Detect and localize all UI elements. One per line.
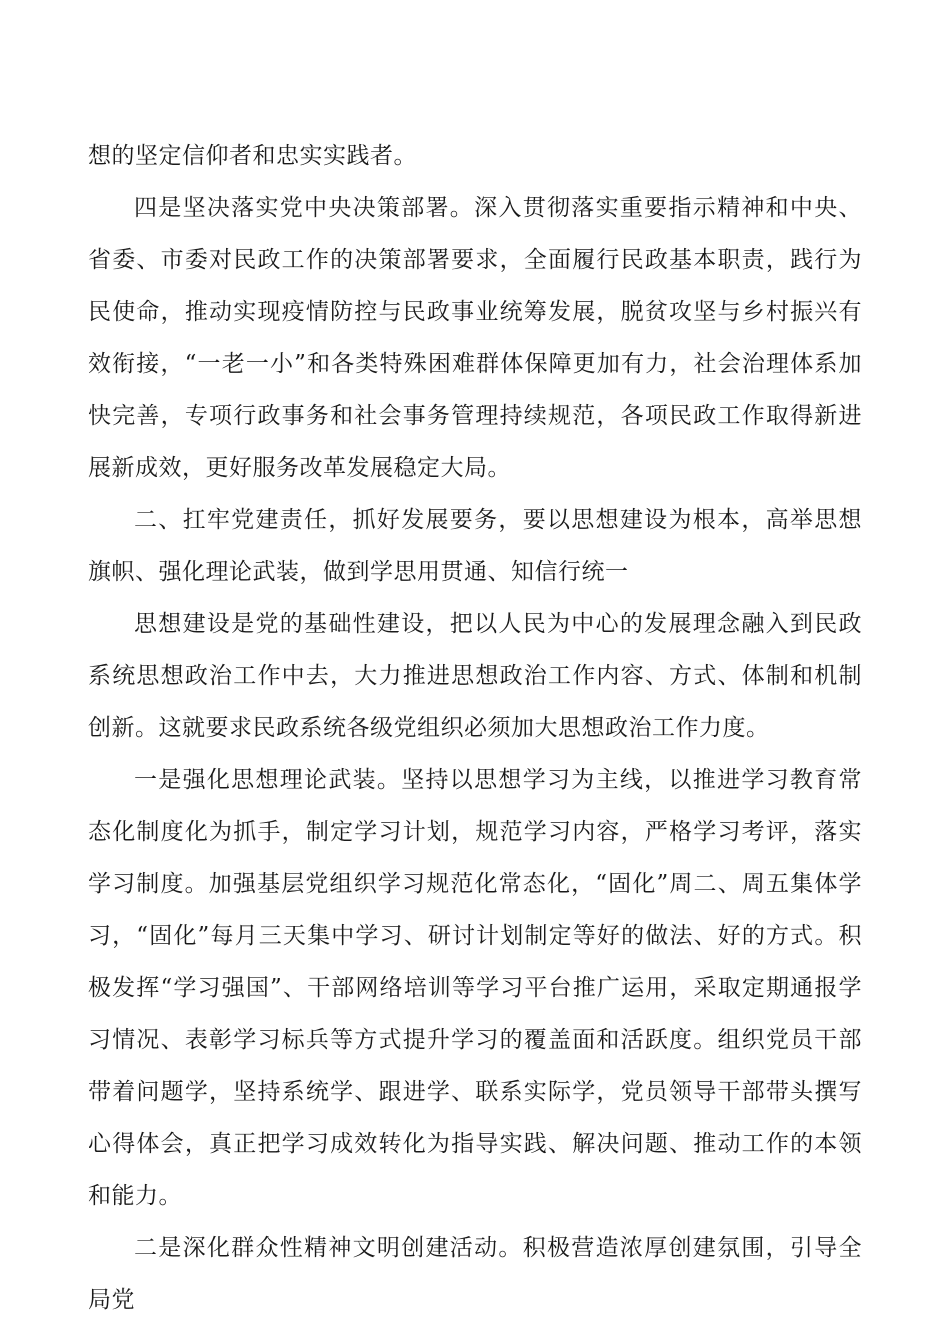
paragraph-3: 思想建设是党的基础性建设，把以人民为中心的发展理念融入到民政系统思想政治工作中去，大力推进思想政治工作内容、方式、体制和机制创新。这就要求民政系统各级党组织必须加大思想政治工作力度。 (88, 611, 862, 741)
paragraph-5: 二是深化群众性精神文明创建活动。积极营造浓厚创建氛围，引导全局党 (88, 1235, 862, 1313)
document-body (88, 130, 862, 1326)
paragraph-4: 一是强化思想理论武装。坚持以思想学习为主线，以推进学习教育常态化制度化为抓手，制定学习计划，规范学习内容，严格学习考评，落实学习制度。加强基层党组织学习规范化常态化，“固化”周二、周五集体学习，“固化”每月三天集中学习、研讨计划制定等好的做法、好的方式。积极发挥“学习强国”、干部网络培训等学习平台推广运用，采取定期通报学习情况、表彰学习标兵等方式提升学习的覆盖面和活跃度。组织党员干部带着问题学，坚持系统学、跟进学、联系实际学，党员领导干部带头撰写心得体会，真正把学习成效转化为指导实践、解决问题、推动工作的本领和能力。 (88, 767, 862, 1209)
section-heading-2: 二、扛牢党建责任，抓好发展要务，要以思想建设为根本，高举思想旗帜、强化理论武装，做到学思用贯通、知信行统一 (88, 507, 862, 585)
paragraph-1: 想的坚定信仰者和忠实实践者。 (88, 143, 417, 169)
paragraph-2: 四是坚决落实党中央决策部署。深入贯彻落实重要指示精神和中央、省委、市委对民政工作的决策部署要求，全面履行民政基本职责，践行为民使命，推动实现疫情防控与民政事业统筹发展，脱贫攻坚与乡村振兴有效衔接，“一老一小”和各类特殊困难群体保障更加有力，社会治理体系加快完善，专项行政事务和社会事务管理持续规范，各项民政工作取得新进展新成效，更好服务改革发展稳定大局。 (88, 195, 862, 481)
